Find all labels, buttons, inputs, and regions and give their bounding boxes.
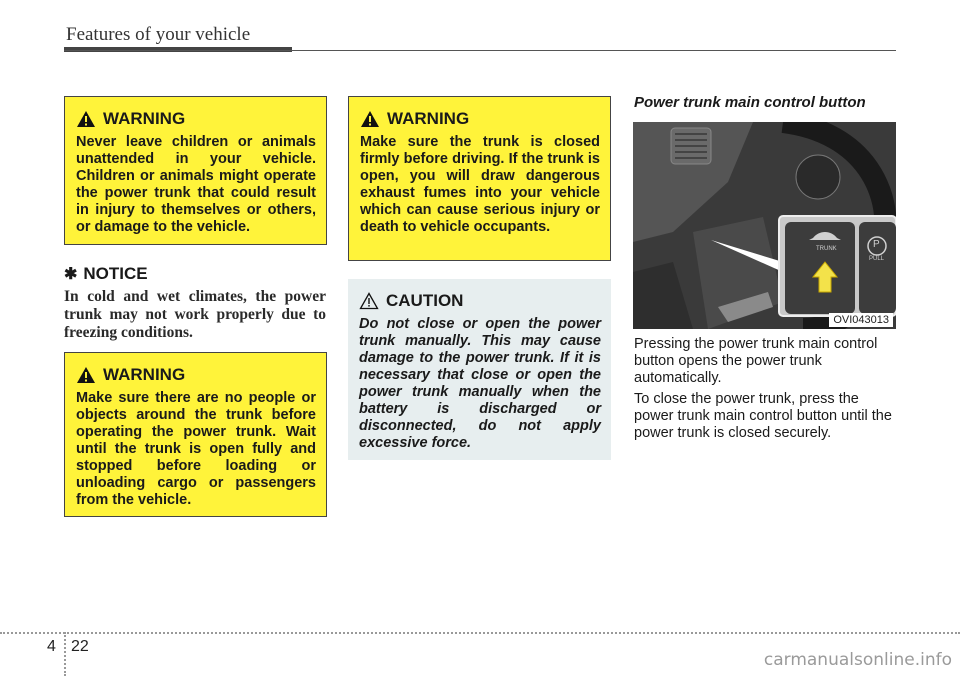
button-p-label: P xyxy=(873,239,880,250)
caution-title-row xyxy=(359,291,601,311)
warning-triangle-icon xyxy=(76,110,96,128)
caution-text: Do not close or open the power trunk manually. This may cause damage to the power trunk. If it is necessary that close or open the power trunk manually when the battery is discharged or disconnected, do not apply excessive force. xyxy=(359,316,601,451)
warning-triangle-icon xyxy=(360,110,380,128)
footer-divider xyxy=(64,632,66,676)
notice-star-icon: ✱ xyxy=(64,266,78,283)
notice-title: NOTICE xyxy=(83,264,148,283)
body-paragraph-2: To close the power trunk, press the power trunk main control button until the power trunk is closed securely. xyxy=(634,391,892,441)
image-code: OVI043013 xyxy=(829,313,893,327)
warning-text: Make sure there are no people or objects around the trunk before operating the power trunk. Wait until the trunk is open fully and stopped before loading or unloading cargo or passengers from the vehicle. xyxy=(76,390,316,508)
section-heading: Power trunk main control button xyxy=(634,94,866,111)
watermark: carmanualsonline.info xyxy=(763,650,952,670)
warning-title-row xyxy=(76,365,316,385)
caution-box xyxy=(348,279,611,460)
warning-title-row xyxy=(360,109,600,129)
body-paragraph-1: Pressing the power trunk main control button opens the power trunk automatically. xyxy=(634,336,878,386)
warning-text: Make sure the trunk is closed firmly before driving. If the trunk is open, you will draw dangerous exhaust fumes into your vehicle which can cause serious injury or death to vehicle occupants. xyxy=(360,134,600,235)
page-header-title: Features of your vehicle xyxy=(66,24,251,45)
trunk-button-photo xyxy=(633,122,896,329)
warning-text: Never leave children or animals unattended in your vehicle. Children or animals might operate the power trunk that could result in injury to themselves or others, or damage to the vehicle. xyxy=(76,134,316,235)
button-trunk-label: TRUNK xyxy=(816,246,837,252)
warning-title-row xyxy=(76,109,316,129)
warning-box-children xyxy=(64,96,327,245)
header-rule xyxy=(64,50,896,51)
page-number: 22 xyxy=(71,638,89,655)
footer-rule xyxy=(0,632,960,634)
notice-text: In cold and wet climates, the power trunk may not work properly due to freezing conditions. xyxy=(64,288,326,341)
dashboard-illustration xyxy=(633,122,896,329)
caution-triangle-icon xyxy=(359,292,379,310)
caution-title: CAUTION xyxy=(386,291,464,310)
button-pull-label: PULL xyxy=(869,256,885,262)
warning-box-trunk-closed xyxy=(348,96,611,261)
warning-title: WARNING xyxy=(103,365,186,384)
warning-box-people xyxy=(64,352,327,517)
warning-title: WARNING xyxy=(103,109,186,128)
chapter-number: 4 xyxy=(47,638,56,655)
notice-heading xyxy=(64,264,148,284)
warning-triangle-icon xyxy=(76,366,96,384)
warning-title: WARNING xyxy=(387,109,470,128)
